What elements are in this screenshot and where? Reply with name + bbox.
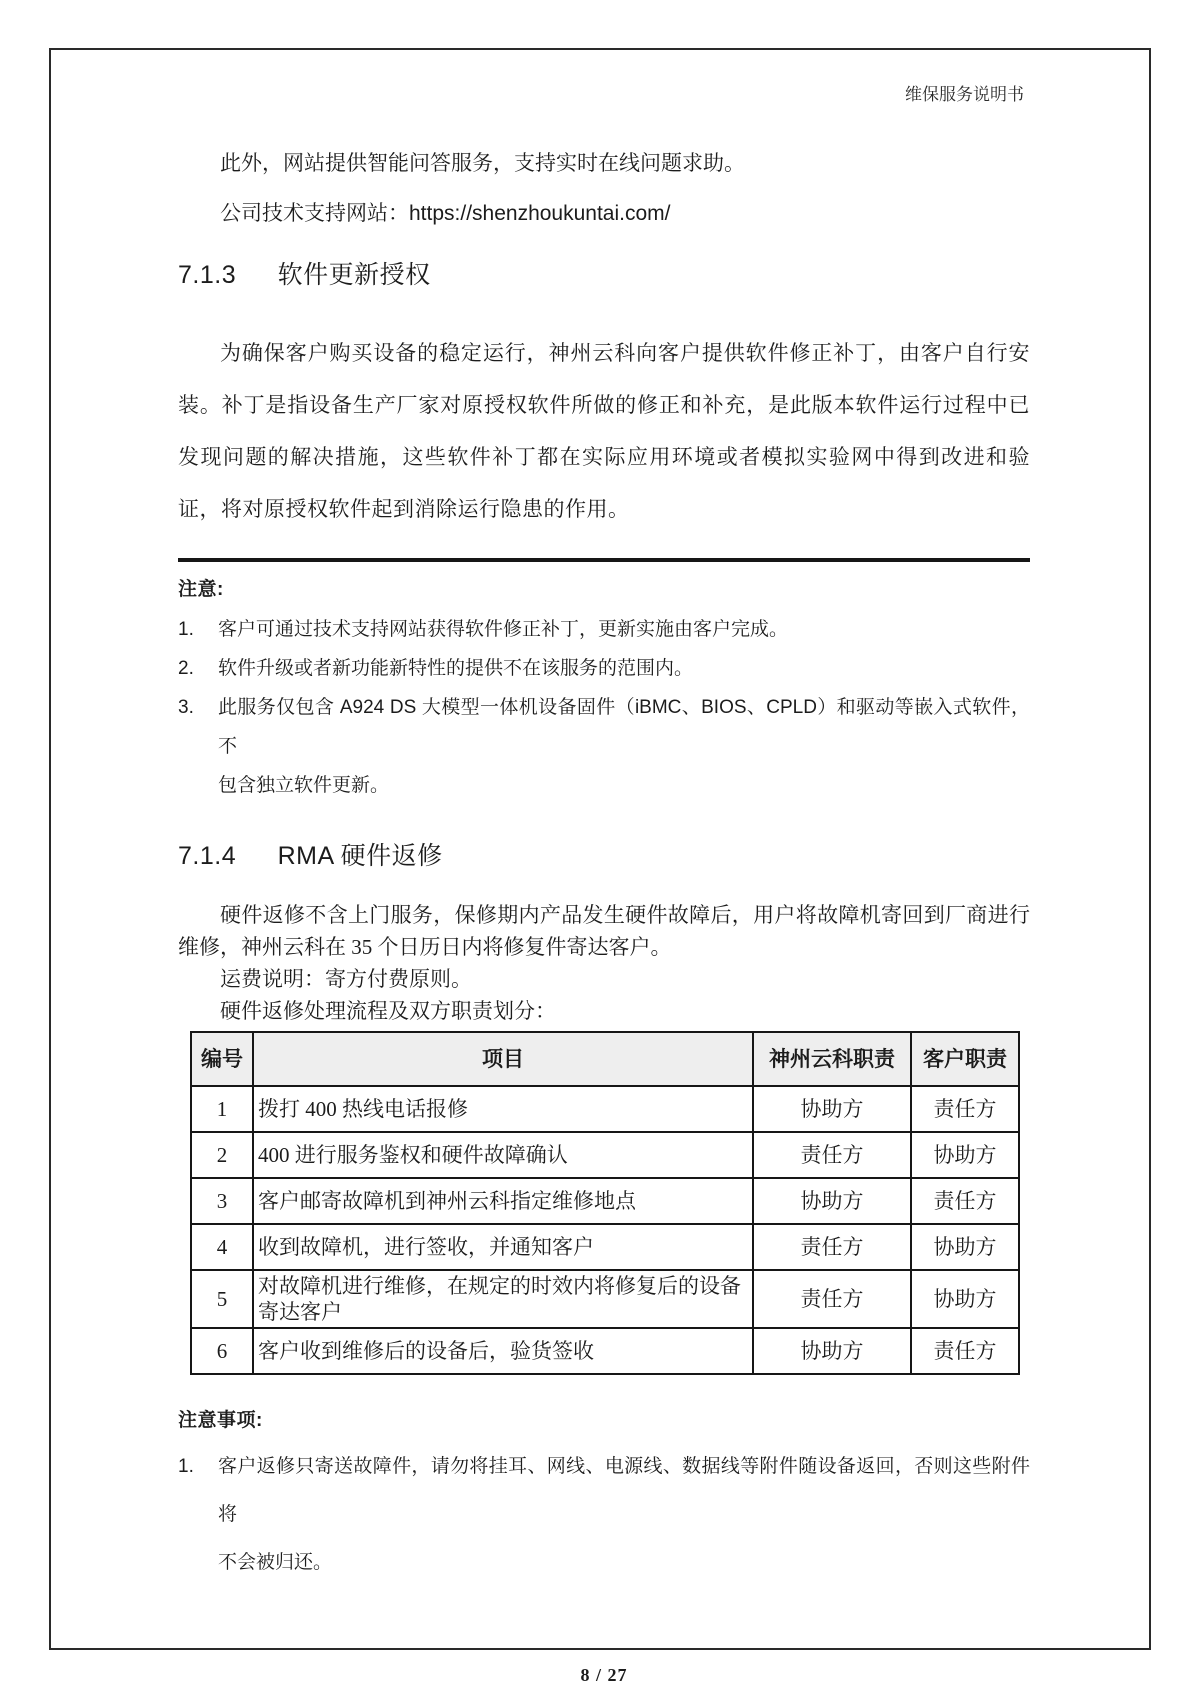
list-item-text: 客户可通过技术支持网站获得软件修正补丁，更新实施由客户完成。	[218, 619, 789, 640]
table-cell-customer-role: 协助方	[911, 1224, 1019, 1270]
table-row	[191, 1224, 1019, 1270]
note-divider-rule	[178, 558, 1030, 562]
table-cell-index: 1	[191, 1086, 253, 1132]
list-item-text: 不会被归还。	[218, 1552, 333, 1573]
table-cell-index: 6	[191, 1328, 253, 1374]
section-7-1-4-body	[178, 899, 1030, 1027]
table-cell-item: 客户收到维修后的设备后，验货签收	[253, 1328, 753, 1374]
table-cell-index: 5	[191, 1270, 253, 1328]
list-item-number: 1.	[178, 1456, 194, 1477]
table-row	[191, 1132, 1019, 1178]
table-cell-item: 拨打 400 热线电话报修	[253, 1086, 753, 1132]
table-cell-customer-role: 责任方	[911, 1086, 1019, 1132]
table-cell-vendor-role: 协助方	[753, 1086, 911, 1132]
list-item-text: 软件升级或者新功能新特性的提供不在该服务的范围内。	[218, 658, 694, 679]
section-7-1-4-number: 7.1.4	[178, 842, 237, 870]
table-row	[191, 1328, 1019, 1374]
intro-line-1: 此外，网站提供智能问答服务，支持实时在线问题求助。	[220, 152, 745, 175]
section-7-1-3-number: 7.1.3	[178, 261, 237, 289]
section-7-1-3-heading	[178, 260, 1030, 290]
section-7-1-3-body	[178, 328, 1030, 536]
intro-line-2: 公司技术支持网站：https://shenzhoukuntai.com/	[220, 202, 671, 225]
rma-responsibility-table	[190, 1031, 1020, 1375]
table-header-cell: 编号	[191, 1032, 253, 1086]
page-number: 8 / 27	[580, 1665, 628, 1685]
body-line: 维修，神州云科在 35 个日历日内将修复件寄达客户。	[178, 935, 672, 959]
table-cell-vendor-role: 协助方	[753, 1178, 911, 1224]
bottom-note-label: 注意事项:	[178, 1410, 263, 1431]
table-cell-item: 对故障机进行维修，在规定的时效内将修复后的设备寄达客户	[253, 1270, 753, 1328]
note-list-713	[178, 610, 1030, 805]
table-cell-customer-role: 协助方	[911, 1270, 1019, 1328]
table-cell-vendor-role: 责任方	[753, 1270, 911, 1328]
table-cell-index: 3	[191, 1178, 253, 1224]
table-cell-index: 4	[191, 1224, 253, 1270]
body-line: 装。补丁是指设备生产厂家对原授权软件所做的修正和补充，是此版本软件运行过程中已	[178, 394, 1030, 417]
list-item-text: 包含独立软件更新。	[218, 775, 390, 796]
shipping-note-line: 运费说明：寄方付费原则。	[220, 967, 472, 991]
list-item-number: 2.	[178, 658, 194, 679]
table-cell-customer-role: 责任方	[911, 1178, 1019, 1224]
table-row	[191, 1270, 1019, 1328]
table-cell-customer-role: 责任方	[911, 1328, 1019, 1374]
table-cell-item: 收到故障机，进行签收，并通知客户	[253, 1224, 753, 1270]
list-item-number: 1.	[178, 619, 194, 640]
page-header	[178, 84, 1030, 106]
section-7-1-4-heading	[178, 841, 1030, 871]
body-line: 发现问题的解决措施，这些软件补丁都在实际应用环境或者模拟实验网中得到改进和验	[178, 446, 1030, 469]
table-cell-item: 400 进行服务鉴权和硬件故障确认	[253, 1132, 753, 1178]
section-7-1-3-title: 软件更新授权	[277, 261, 431, 289]
document-page	[49, 48, 1151, 1685]
table-row	[191, 1178, 1019, 1224]
body-line: 证，将对原授权软件起到消除运行隐患的作用。	[178, 498, 630, 521]
note-list-714	[178, 1443, 1030, 1587]
table-row	[191, 1086, 1019, 1132]
body-line: 为确保客户购买设备的稳定运行，神州云科向客户提供软件修正补丁，由客户自行安	[220, 342, 1030, 365]
table-cell-vendor-role: 协助方	[753, 1328, 911, 1374]
table-cell-vendor-role: 责任方	[753, 1224, 911, 1270]
table-cell-item: 客户邮寄故障机到神州云科指定维修地点	[253, 1178, 753, 1224]
list-item-number: 3.	[178, 697, 194, 718]
note-label: 注意:	[178, 579, 224, 600]
section-7-1-4-title: RMA 硬件返修	[277, 842, 443, 870]
table-header-row	[191, 1032, 1019, 1086]
list-item	[178, 1443, 1030, 1587]
table-cell-index: 2	[191, 1132, 253, 1178]
list-item-text: 客户返修只寄送故障件，请勿将挂耳、网线、电源线、数据线等附件随设备返回，否则这些附件将	[218, 1456, 1030, 1525]
table-intro-line: 硬件返修处理流程及双方职责划分：	[220, 999, 556, 1023]
table-cell-customer-role: 协助方	[911, 1132, 1019, 1178]
list-item-text: 此服务仅包含 A924 DS 大模型一体机设备固件（iBMC、BIOS、CPLD）和驱动等嵌入式软件，不	[218, 697, 1030, 757]
list-item	[178, 649, 1030, 688]
body-line: 硬件返修不含上门服务，保修期内产品发生硬件故障后，用户将故障机寄回到厂商进行	[220, 903, 1030, 927]
table-cell-vendor-role: 责任方	[753, 1132, 911, 1178]
table-header-cell: 项目	[253, 1032, 753, 1086]
doc-title: 维保服务说明书	[905, 85, 1024, 104]
list-item	[178, 610, 1030, 649]
table-header-cell: 神州云科职责	[753, 1032, 911, 1086]
list-item	[178, 688, 1030, 805]
table-header-cell: 客户职责	[911, 1032, 1019, 1086]
